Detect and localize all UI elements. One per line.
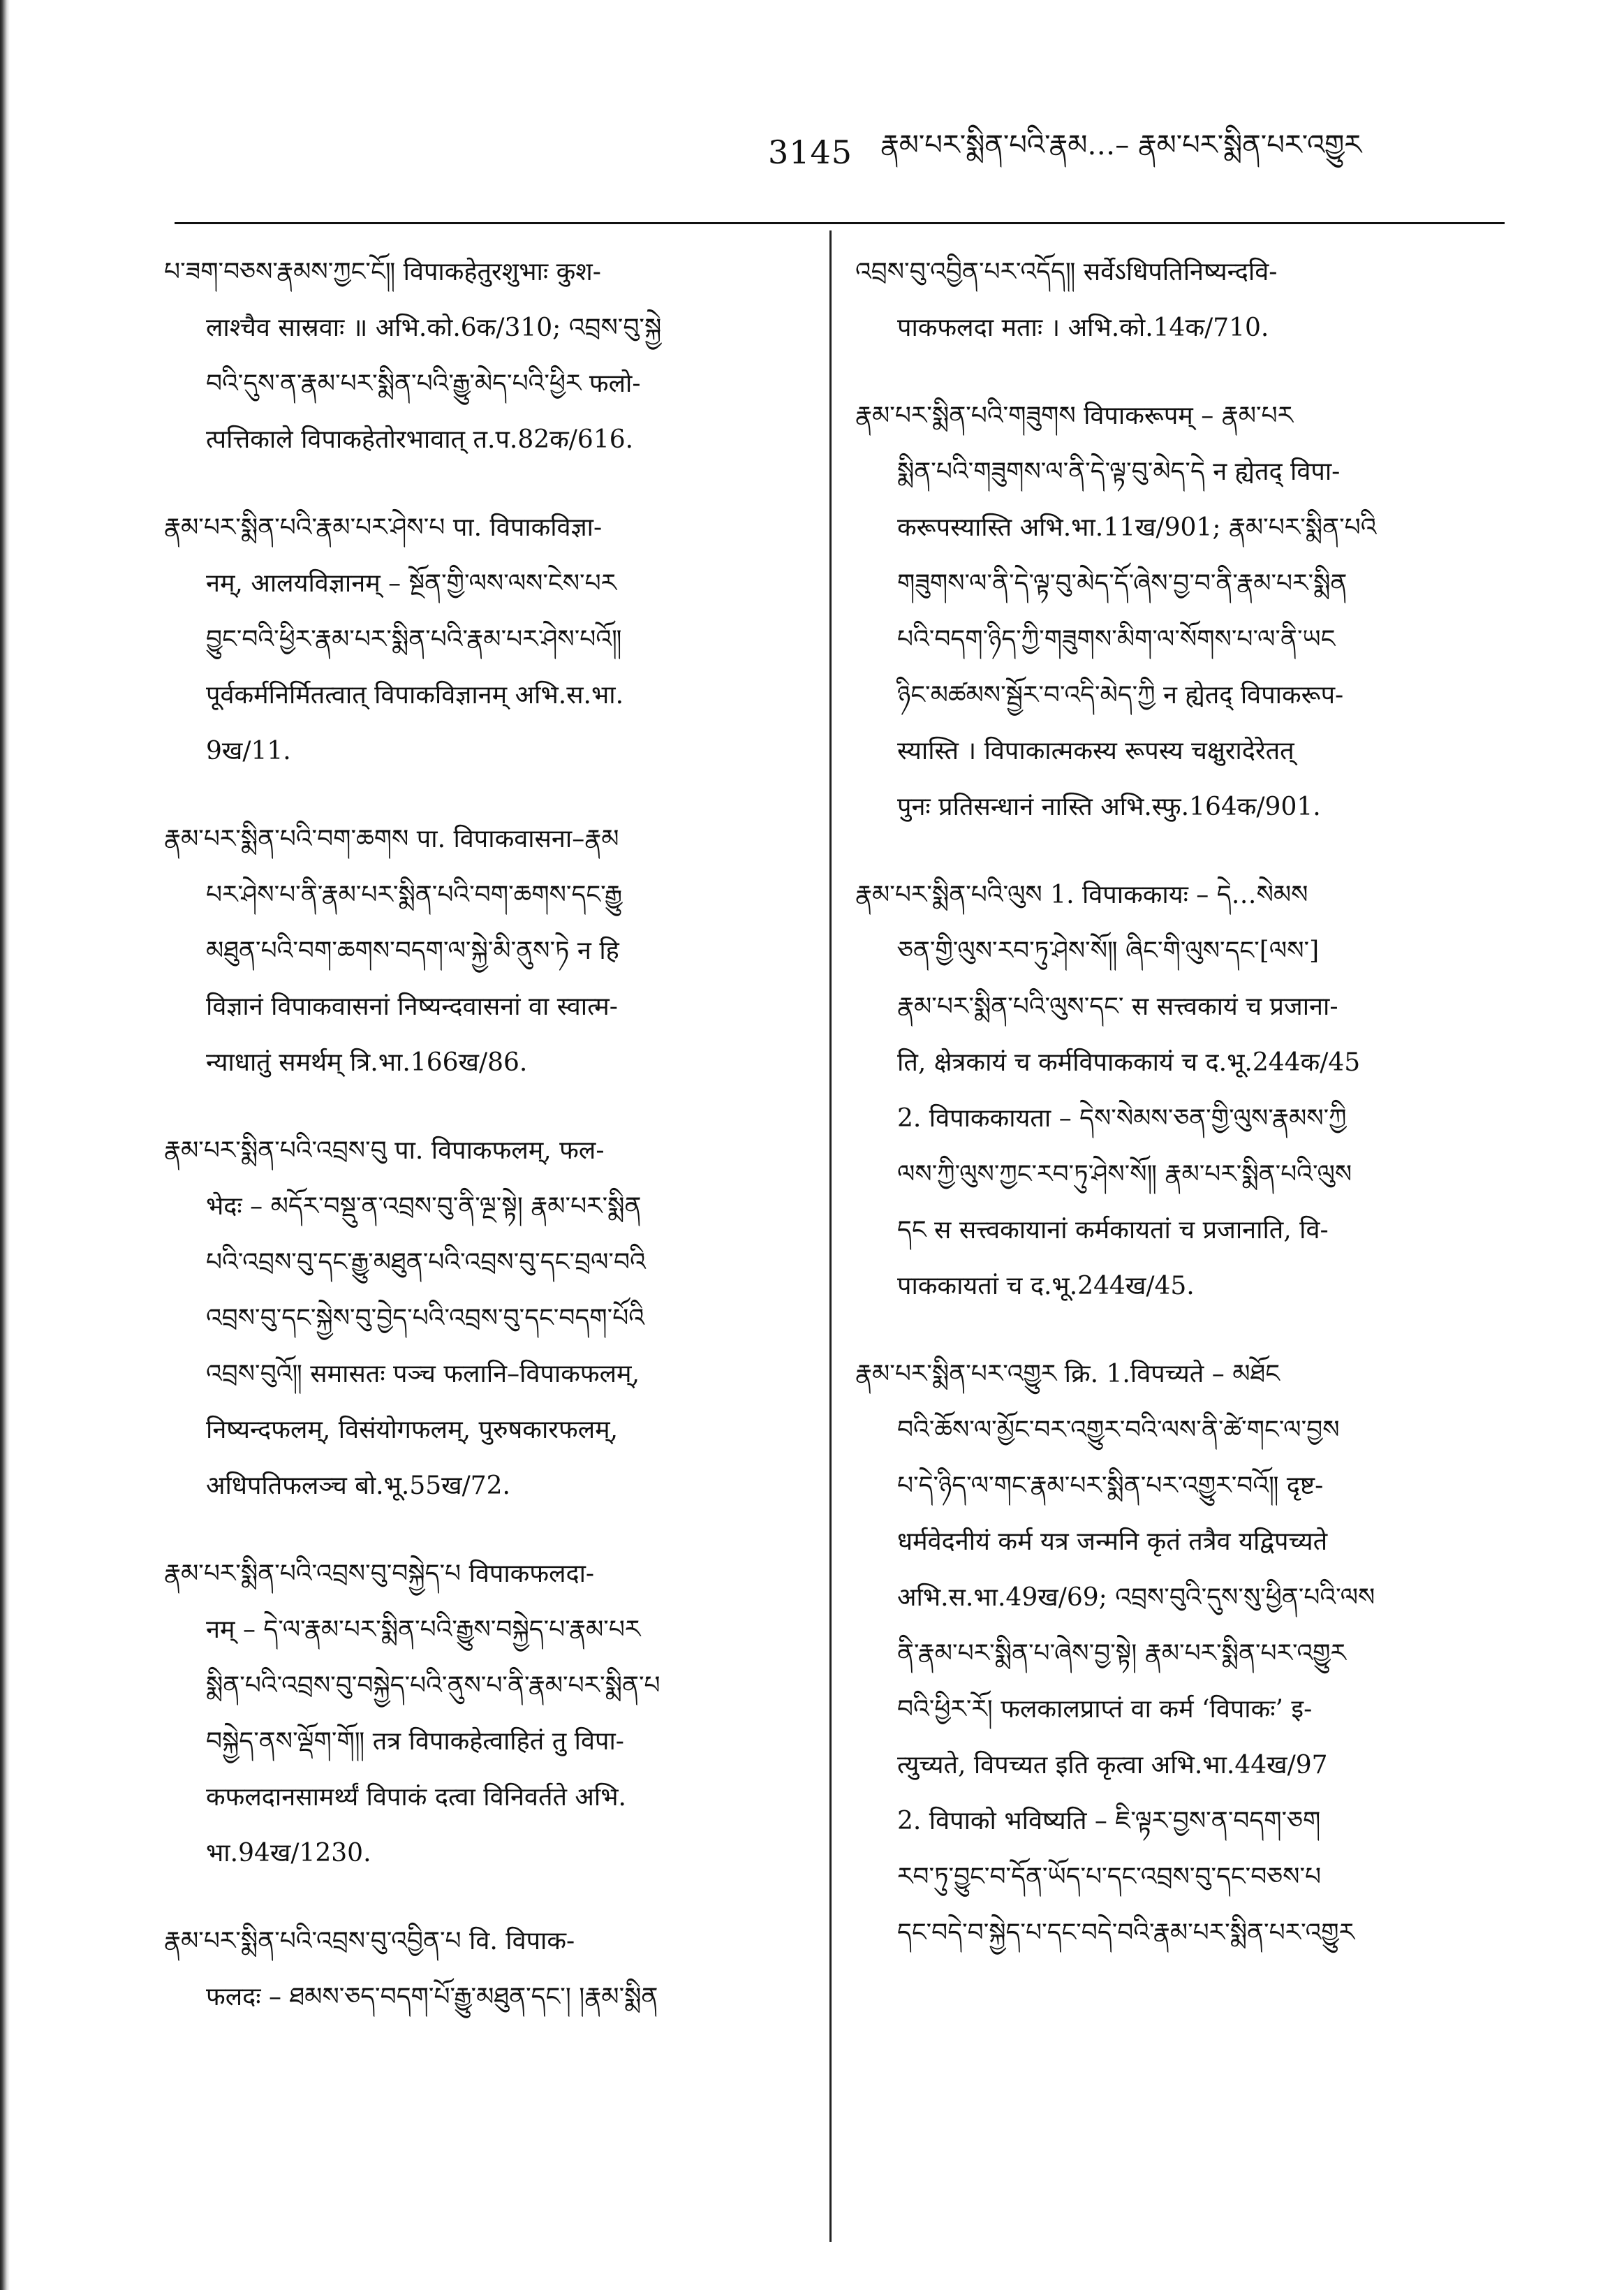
entry-text-line: पाककायतां च द.भू.244ख/45. (897, 1272, 1195, 1300)
entry-text-line: ནི་རྣམ་པར་སྨིན་པ་ཞེས་བྱ་སྟེ། རྣམ་པར་སྨིན་པར་འགྱུར (897, 1639, 1346, 1668)
entry-text-line: नम् – དེ་ལ་རྣམ་པར་སྨིན་པའི་རྒྱུས་བསྐྱེད་པ་རྣམ་པར (206, 1615, 641, 1644)
entry-text-line: 9ख/11. (206, 737, 291, 765)
entry-text-line: पुनः प्रतिसन्धानं नास्ति अभि.स्फु.164क/901. (897, 793, 1321, 821)
running-head (768, 124, 1508, 180)
entry-text-line: བའི་དུས་ན་རྣམ་པར་སྨིན་པའི་རྒྱུ་མེད་པའི་ཕྱིར फलो- (206, 369, 641, 398)
entry-text-line: पूर्वकर्मनिर्मितत्वात् विपाकविज्ञानम् अभि.स.भा. (206, 681, 624, 710)
entry-text-line: པར་ཤེས་པ་ནི་རྣམ་པར་སྨིན་པའི་བག་ཆགས་དང་རྒྱུ (206, 881, 623, 909)
entry-text-line: བསྐྱེད་ནས་ལྡོག་གོ༎ तत्र विपाकहेत्वाहितं तु विपा- (206, 1727, 624, 1756)
entry-text-line: འབྲས་བུ་དང་སྐྱེས་བུ་བྱེད་པའི་འབྲས་བུ་དང་བདག་པོའི (206, 1304, 644, 1333)
entry-headword-line: རྣམ་པར་སྨིན་པའི་འབྲས་བུ पा. विपाकफलम्, फल- (164, 1136, 605, 1165)
entry-headword-line: རྣམ་པར་སྨིན་པའི་འབྲས་བུ་བསྐྱེད་པ विपाकफलदा- (164, 1559, 595, 1588)
entry-text-line: རབ་ཏུ་བྱུང་བ་དོན་ཡོད་པ་དང་འབྲས་བུ་དང་བཅས་པ (897, 1863, 1322, 1891)
column-divider (829, 230, 832, 2242)
entry-text-line: स्यास्ति । विपाकात्मकस्य रूपस्य चक्षुरादेरेतत् (897, 737, 1294, 765)
entry-text-line: त्युच्यते, विपच्यत इति कृत्वा अभि.भा.44ख/97 (897, 1751, 1328, 1779)
entry-text-line: བྱུང་བའི་ཕྱིར་རྣམ་པར་སྨིན་པའི་རྣམ་པར་ཤེས་པའོ༎ (206, 625, 622, 654)
entry-headword-line: འབྲས་བུ་འབྱིན་པར་འདོད༎ सर्वेऽधिपतिनिष्यन्दवि- (855, 258, 1278, 286)
header-rule (175, 222, 1505, 224)
entry-headword-line: རྣམ་པར་སྨིན་པའི་འབྲས་བུ་འབྱིན་པ वि. विपाक- (164, 1927, 575, 1955)
headword-range: རྣམ་པར་སྨིན་པའི་རྣམ…– རྣམ་པར་སྨིན་པར་འགྱུར (880, 129, 1362, 161)
entry-headword-line: རྣམ་པར་སྨིན་པའི་ལུས 1. विपाककायः – དེ…སེམས (855, 881, 1308, 909)
entry-text-line: नम्, आलयविज्ञानम् – སྔོན་གྱི་ལས་ལས་ངེས་པར (206, 569, 617, 598)
entry-text-line: पाकफलदा मताः । अभि.को.14क/710. (897, 314, 1269, 342)
dictionary-entry (164, 500, 796, 779)
entry-text-line: པའི་བདག་ཉིད་ཀྱི་གཟུགས་མིག་ལ་སོགས་པ་ལ་ནི་ཡང (897, 625, 1336, 654)
entry-text-line: འབྲས་བུའོ༎ समासतः पञ्च फलानि–विपाकफलम्, (206, 1360, 640, 1388)
entry-text-line: དང स सत्त्वकायानां कर्मकायतां च प्रजानाति, वि- (897, 1216, 1329, 1245)
entry-text-line: फलदः – ཐམས་ཅད་བདག་པོ་རྒྱུ་མཐུན་དང་། །རྣམ་སྨིན (206, 1983, 658, 2011)
entry-text-line: སྨིན་པའི་གཟུགས་ལ་ནི་དེ་ལྟ་བུ་མེད་དེ न ह्येतद् विपा- (897, 457, 1341, 486)
dictionary-entry (164, 1914, 796, 2025)
entry-headword-line: པ་ཟག་བཅས་རྣམས་ཀྱང་ངོ༎ विपाकहेतुरशुभाः कुश- (164, 258, 601, 286)
entry-text-line: ति, क्षेत्रकायं च कर्मविपाककायं च द.भू.244क/45 (897, 1048, 1361, 1077)
dictionary-entry (164, 1123, 796, 1514)
dictionary-entry (855, 1346, 1498, 1961)
right-column (855, 244, 1498, 1993)
entry-text-line: ལས་ཀྱི་ལུས་ཀྱང་རབ་ཏུ་ཤེས་སོ༎ རྣམ་པར་སྨིན་པའི་ལུས (897, 1160, 1352, 1189)
entry-text-line: 2. विपाककायता – དེས་སེམས་ཅན་གྱི་ལུས་རྣམས་ཀྱི (897, 1104, 1347, 1133)
entry-text-line: कफलदानसामर्थ्यं विपाकं दत्वा विनिवर्तते अभि. (206, 1783, 627, 1812)
entry-text-line: निष्यन्दफलम्, विसंयोगफलम्, पुरुषकारफलम्, (206, 1416, 619, 1444)
entry-text-line: 2. विपाको भविष्यति – ཇི་ལྟར་བྱས་ན་བདག་ཅག (897, 1807, 1321, 1835)
entry-text-line: न्याधातुं समर्थम् त्रि.भा.166ख/86. (206, 1048, 528, 1077)
entry-text-line: भेदः – མདོར་བསྡུ་ན་འབྲས་བུ་ནི་ལྔ་སྟེ། རྣམ་པར་སྨིན (206, 1192, 642, 1221)
entry-text-line: भा.94ख/1230. (206, 1839, 371, 1867)
entry-headword-line: རྣམ་པར་སྨིན་པར་འགྱུར क्रि. 1.विपच्यते – མཐོང (855, 1360, 1280, 1388)
entry-text-line: ཅན་གྱི་ལུས་རབ་ཏུ་ཤེས་སོ༎ ཞིང་གི་ལུས་དང་[ལས་] (897, 937, 1320, 965)
left-column (164, 244, 796, 2057)
entry-headword-line: རྣམ་པར་སྨིན་པའི་གཟུགས विपाकरूपम् – རྣམ་པར (855, 402, 1294, 430)
entry-text-line: བའི་ཕྱིར་རོ། फलकालप्राप्तं वा कर्म ‘विपाकः’ इ- (897, 1695, 1313, 1724)
dictionary-entry (164, 812, 796, 1091)
entry-text-line: अधिपतिफलञ्च बो.भू.55ख/72. (206, 1471, 510, 1500)
entry-text-line: विज्ञानं विपाकवासनां निष्यन्दवासनां वा स्वात्म- (206, 992, 618, 1021)
entry-text-line: སྨིན་པའི་འབྲས་བུ་བསྐྱེད་པའི་ནུས་པ་ནི་རྣམ་པར་སྨིན་པ (206, 1671, 660, 1700)
entry-text-line: པའི་འབྲས་བུ་དང་རྒྱུ་མཐུན་པའི་འབྲས་བུ་དང་བྲལ་བའི (206, 1248, 646, 1277)
entry-text-line: अभि.स.भा.49ख/69; འབྲས་བུའི་དུས་སུ་ཕྱིན་པའི་ལས (897, 1583, 1375, 1612)
entry-headword-line: རྣམ་པར་སྨིན་པའི་རྣམ་པར་ཤེས་པ पा. विपाकविज्ञा- (164, 513, 603, 542)
entry-text-line: དང་བདེ་བ་སྐྱེད་པ་དང་བདེ་བའི་རྣམ་པར་སྨིན་པར་འགྱུར (897, 1918, 1355, 1947)
entry-text-line: करूपस्यास्ति अभि.भा.11ख/901; རྣམ་པར་སྨིན་པའི (897, 513, 1377, 542)
entry-text-line: མཐུན་པའི་བག་ཆགས་བདག་ལ་སྐྱེ་མི་ནུས་ཏེ न हि (206, 937, 619, 965)
scan-edge-shadow (0, 0, 10, 2290)
entry-text-line: धर्मवेदनीयं कर्म यत्र जन्मनि कृतं तत्रैव यद्विपच्यते (897, 1527, 1328, 1556)
entry-text-line: ཉིང་མཚམས་སྦྱོར་བ་འདི་མེད་ཀྱི न ह्येतद् विपाकरूप- (897, 681, 1344, 710)
entry-text-line: लाश्चैव सास्रवाः ॥ अभि.को.6क/310; འབྲས་བུ་སྐྱེ (206, 314, 662, 342)
dictionary-entry (855, 867, 1498, 1314)
entry-headword-line: རྣམ་པར་སྨིན་པའི་བག་ཆགས पा. विपाकवासना–རྣམ (164, 825, 619, 853)
dictionary-entry (855, 388, 1498, 835)
entry-text-line: त्पत्तिकाले विपाकहेतोरभावात् त.प.82क/616. (206, 425, 634, 454)
entry-text-line: རྣམ་པར་སྨིན་པའི་ལུས་དང་ स सत्त्वकायं च प्रजाना- (897, 992, 1338, 1021)
entry-text-line: གཟུགས་ལ་ནི་དེ་ལྟ་བུ་མེད་དོ་ཞེས་བྱ་བ་ནི་རྣམ་པར་སྨིན (897, 569, 1348, 598)
dictionary-entry (855, 244, 1498, 356)
page-number: 3145 (768, 133, 853, 171)
entry-text-line: བའི་ཆོས་ལ་མྱོང་བར་འགྱུར་བའི་ལས་ནི་ཚེ་གང་ལ་བྱས (897, 1416, 1340, 1444)
entry-text-line: པ་དེ་ཉིད་ལ་གང་རྣམ་པར་སྨིན་པར་འགྱུར་བའོ༎ दृष्ट- (897, 1471, 1324, 1500)
dictionary-entry (164, 244, 796, 468)
dictionary-entry (164, 1546, 796, 1881)
